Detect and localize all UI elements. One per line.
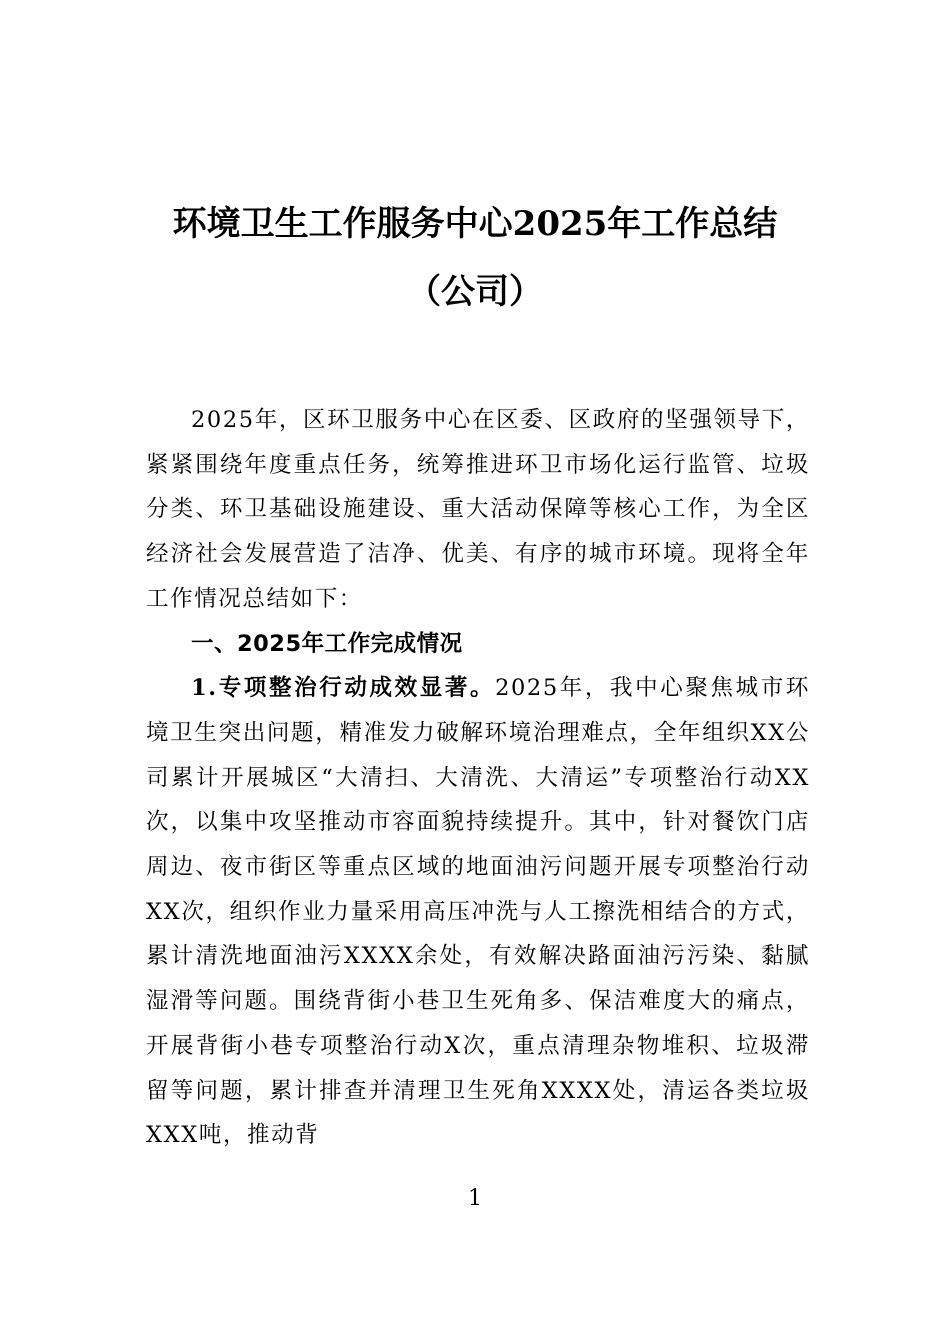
page-subtitle: （公司） (407, 272, 543, 312)
page-title: 环境卫生工作服务中心2025年工作总结 (172, 204, 778, 244)
item-1-paragraph (146, 666, 810, 1158)
item-1-lead: 1.专项整治行动成效显著。 (191, 675, 496, 702)
document-body (146, 398, 810, 1158)
intro-paragraph: 2025年，区环卫服务中心在区委、区政府的坚强领导下，紧紧围绕年度重点任务，统筹推进环卫市场化运行监管、垃圾分类、环卫基础设施建设、重大活动保障等核心工作，为全区经济社会发展营造了洁净、优美、有序的城市环境。现将全年工作情况总结如下： (146, 407, 810, 612)
page-number: 1 (468, 1186, 482, 1211)
section-heading: 一、2025年工作完成情况 (191, 630, 463, 657)
item-1-body: 2025年，我中心聚焦城市环境卫生突出问题，精准发力破解环境治理难点，全年组织XX公司累计开展城区“大清扫、大清洗、大清运”专项整治行动XX次，以集中攻坚推动市容面貌持续提升。其中，针对餐饮门店周边、夜市街区等重点区域的地面油污问题开展专项整治行动XX次，组织作业力量采用高压冲洗与人工擦洗相结合的方式，累计清洗地面油污XXXX余处，有效解决路面油污污染、黏腻湿滑等问题。围绕背街小巷卫生死角多、保洁难度大的痛点，开展背街小巷专项整治行动X次，重点清理杂物堆积、垃圾滞留等问题，累计排查并清理卫生死角XXXX处，清运各类垃圾XXX吨，推动背 (146, 675, 810, 1149)
